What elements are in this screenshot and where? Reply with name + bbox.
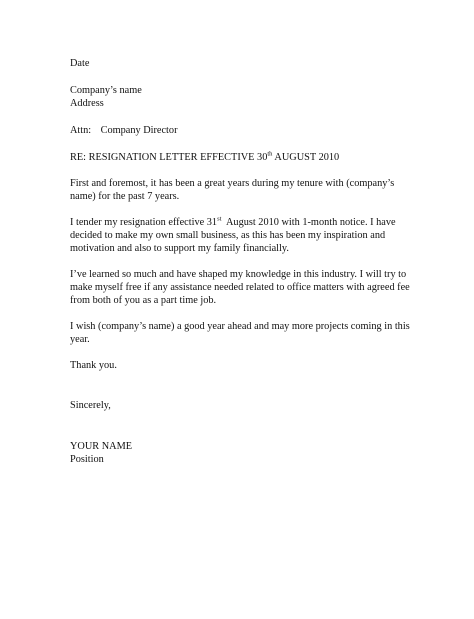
signer-name: YOUR NAME: [70, 441, 133, 452]
spacer: [70, 346, 420, 359]
spacer: [70, 164, 420, 177]
paragraph-tenure: [70, 177, 420, 203]
paragraph-line: decided to make my own small business, as this has been my inspiration and: [70, 230, 386, 241]
thank-you-line: Thank you.: [70, 360, 117, 371]
closing-line: Sincerely,: [70, 400, 111, 411]
paragraph-text: I tender my resignation effective 31: [70, 217, 218, 228]
spacer: [70, 70, 420, 84]
spacer: [70, 137, 420, 151]
date-line: Date: [70, 58, 90, 69]
resignation-letter: [70, 57, 420, 466]
spacer: [70, 255, 420, 268]
paragraph-line: First and foremost, it has been a great years during my tenure with (company’s: [70, 178, 395, 189]
spacer: [70, 203, 420, 216]
spacer: [70, 372, 420, 399]
paragraph-line: year.: [70, 334, 90, 345]
spacer: [70, 307, 420, 320]
paragraph-line: I’ve learned so much and have shaped my knowledge in this industry. I will try to: [70, 269, 407, 280]
spacer: [70, 412, 420, 440]
paragraph-line: motivation and also to support my family financially.: [70, 243, 289, 254]
signer-position: Position: [70, 454, 104, 465]
subject-text-end: AUGUST 2010: [272, 152, 340, 163]
recipient-address: Address: [70, 98, 104, 109]
attention-label: Attn:: [70, 125, 92, 136]
paragraph-line: [70, 216, 420, 229]
attention-value: Company Director: [100, 125, 178, 136]
subject-line: [70, 151, 420, 164]
paragraph-wishes: [70, 320, 420, 346]
paragraph-text: August 2010 with 1-month notice. I have: [221, 217, 396, 228]
date-superscript: st: [217, 215, 222, 223]
recipient-company-name: Company’s name: [70, 85, 142, 96]
paragraph-line: I wish (company’s name) a good year ahead and may more projects coming in this: [70, 321, 410, 332]
spacer: [70, 110, 420, 124]
paragraph-line: from both of you as a part time job.: [70, 295, 217, 306]
attention-line: [70, 124, 420, 137]
subject-text: RE: RESIGNATION LETTER EFFECTIVE 30: [70, 152, 268, 163]
paragraph-resignation: [70, 216, 420, 255]
paragraph-line: make myself free if any assistance needed related to office matters with agreed fee: [70, 282, 410, 293]
paragraph-line: name) for the past 7 years.: [70, 191, 180, 202]
subject-superscript: th: [267, 150, 273, 158]
paragraph-knowledge: [70, 268, 420, 307]
